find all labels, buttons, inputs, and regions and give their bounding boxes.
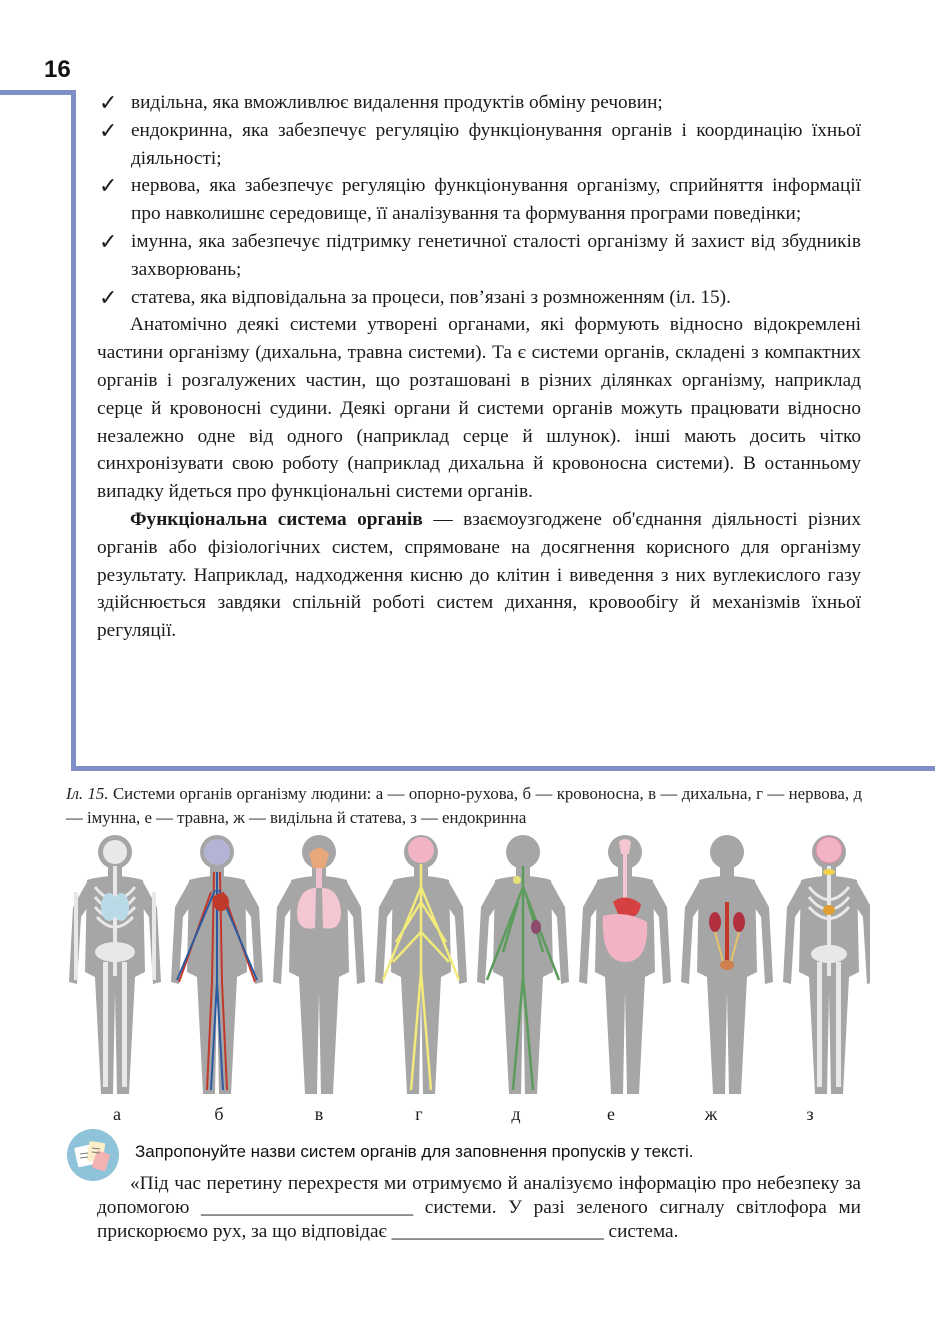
figure-letter: д	[511, 1104, 521, 1124]
figure-letter: е	[607, 1104, 615, 1124]
figure-letter: в	[314, 1104, 324, 1124]
frame-left-line	[71, 90, 76, 771]
frame-bottom-line	[71, 766, 935, 771]
respiratory-figure-icon	[273, 835, 365, 1094]
nervous-figure-icon	[375, 835, 467, 1094]
definition-text: — взаємоузгоджене об'єднання діяльності різних органів або фізіологічних систем, спрямоване на досягнення корисного для організму результату. Наприклад, надходження кисню до клітин і виведення з них вуглекислого газу здійснюється завдяки спільній роботі систем дихання, кровообігу й механізмів їхньої регуляції.	[97, 508, 861, 642]
task-text: «Під час перетину перехрестя ми отримуємо й аналізуємо інформацію про небезпеку за допомогою ______________________ системи. У разі зеленого сигналу світлофора ми прискорюємо рух, за що відповідає ______________________ система.	[97, 1173, 861, 1243]
skeleton-figure-icon	[69, 835, 161, 1094]
circulatory-figure-icon	[171, 835, 263, 1094]
figure-letters	[60, 1104, 870, 1132]
list-item	[97, 89, 861, 117]
definition-term: Функціональна система органів	[130, 508, 423, 530]
task-body	[97, 1172, 861, 1245]
figure-letter: з	[806, 1104, 814, 1124]
list-item-text: нервова, яка забезпечує регуляцію функціонування організму, сприйняття інформації про навколишнє середовище, її аналізування та формування програми поведінки;	[131, 175, 861, 225]
figure-letter: б	[214, 1104, 224, 1124]
list-item-text: статева, яка відповідальна за процеси, пов’язані з розмноженням (іл. 15).	[131, 286, 731, 308]
list-item-text: імунна, яка забезпечує підтримку генетичної сталості організму й захист від збудників захворювань;	[131, 230, 861, 280]
immune-figure-icon	[477, 835, 569, 1094]
task-prompt: Запропонуйте назви систем органів для заповнення пропусків у тексті.	[135, 1142, 694, 1161]
caption-text: Системи органів організму людини: а — опорно-рухова, б — кровоносна, в — дихальна, г — нервова, д — імунна, е — травна, ж — видільна й статева, з — ендокринна	[66, 784, 862, 827]
frame-top-line	[0, 90, 76, 95]
checkmark-icon: ✓	[99, 284, 118, 310]
endocrine-figure-icon	[783, 835, 870, 1094]
list-item-text: видільна, яка вможливлює видалення продуктів обміну речовин;	[131, 92, 663, 113]
paragraph-definition	[97, 506, 861, 645]
checkmark-icon: ✓	[99, 228, 118, 254]
list-item	[97, 117, 861, 173]
organ-systems-illustration	[60, 832, 870, 1102]
urinary-figure-icon	[681, 835, 773, 1094]
caption-label: Іл. 15.	[66, 784, 109, 803]
checkmark-icon: ✓	[99, 117, 118, 143]
list-item	[97, 228, 861, 284]
digestive-figure-icon	[579, 835, 671, 1094]
system-list	[97, 89, 861, 311]
page-number: 16	[44, 56, 71, 83]
figure-letter: г	[415, 1104, 423, 1124]
checkmark-icon: ✓	[99, 173, 118, 199]
list-item	[97, 284, 861, 312]
figure-caption	[66, 782, 862, 829]
paragraph-anatomy: Анатомічно деякі системи утворені органами, які формують відносно відокремлені частини організму (дихальна, травна системи). Та є системи органів, складені з компактних органів і розгалужених частин, що розташовані в різних ділянках організму, наприклад серце й кровоносні судини. Деякі органи й системи органів можуть працювати відносно незалежно одне від одного (наприклад серце й шлунок). інші мають досить чітко синхронізувати свою роботу (наприклад дихальна й кровоносна системи). В останньому випадку йдеться про функціональні системи органів.	[97, 314, 861, 503]
figure-letter: ж	[704, 1104, 718, 1124]
checkmark-icon: ✓	[99, 90, 118, 115]
main-text	[97, 89, 861, 645]
list-item	[97, 172, 861, 228]
figure-letter: а	[113, 1104, 121, 1124]
list-item-text: ендокринна, яка забезпечує регуляцію функціонування органів і координацію їхньої діяльності;	[131, 119, 861, 169]
